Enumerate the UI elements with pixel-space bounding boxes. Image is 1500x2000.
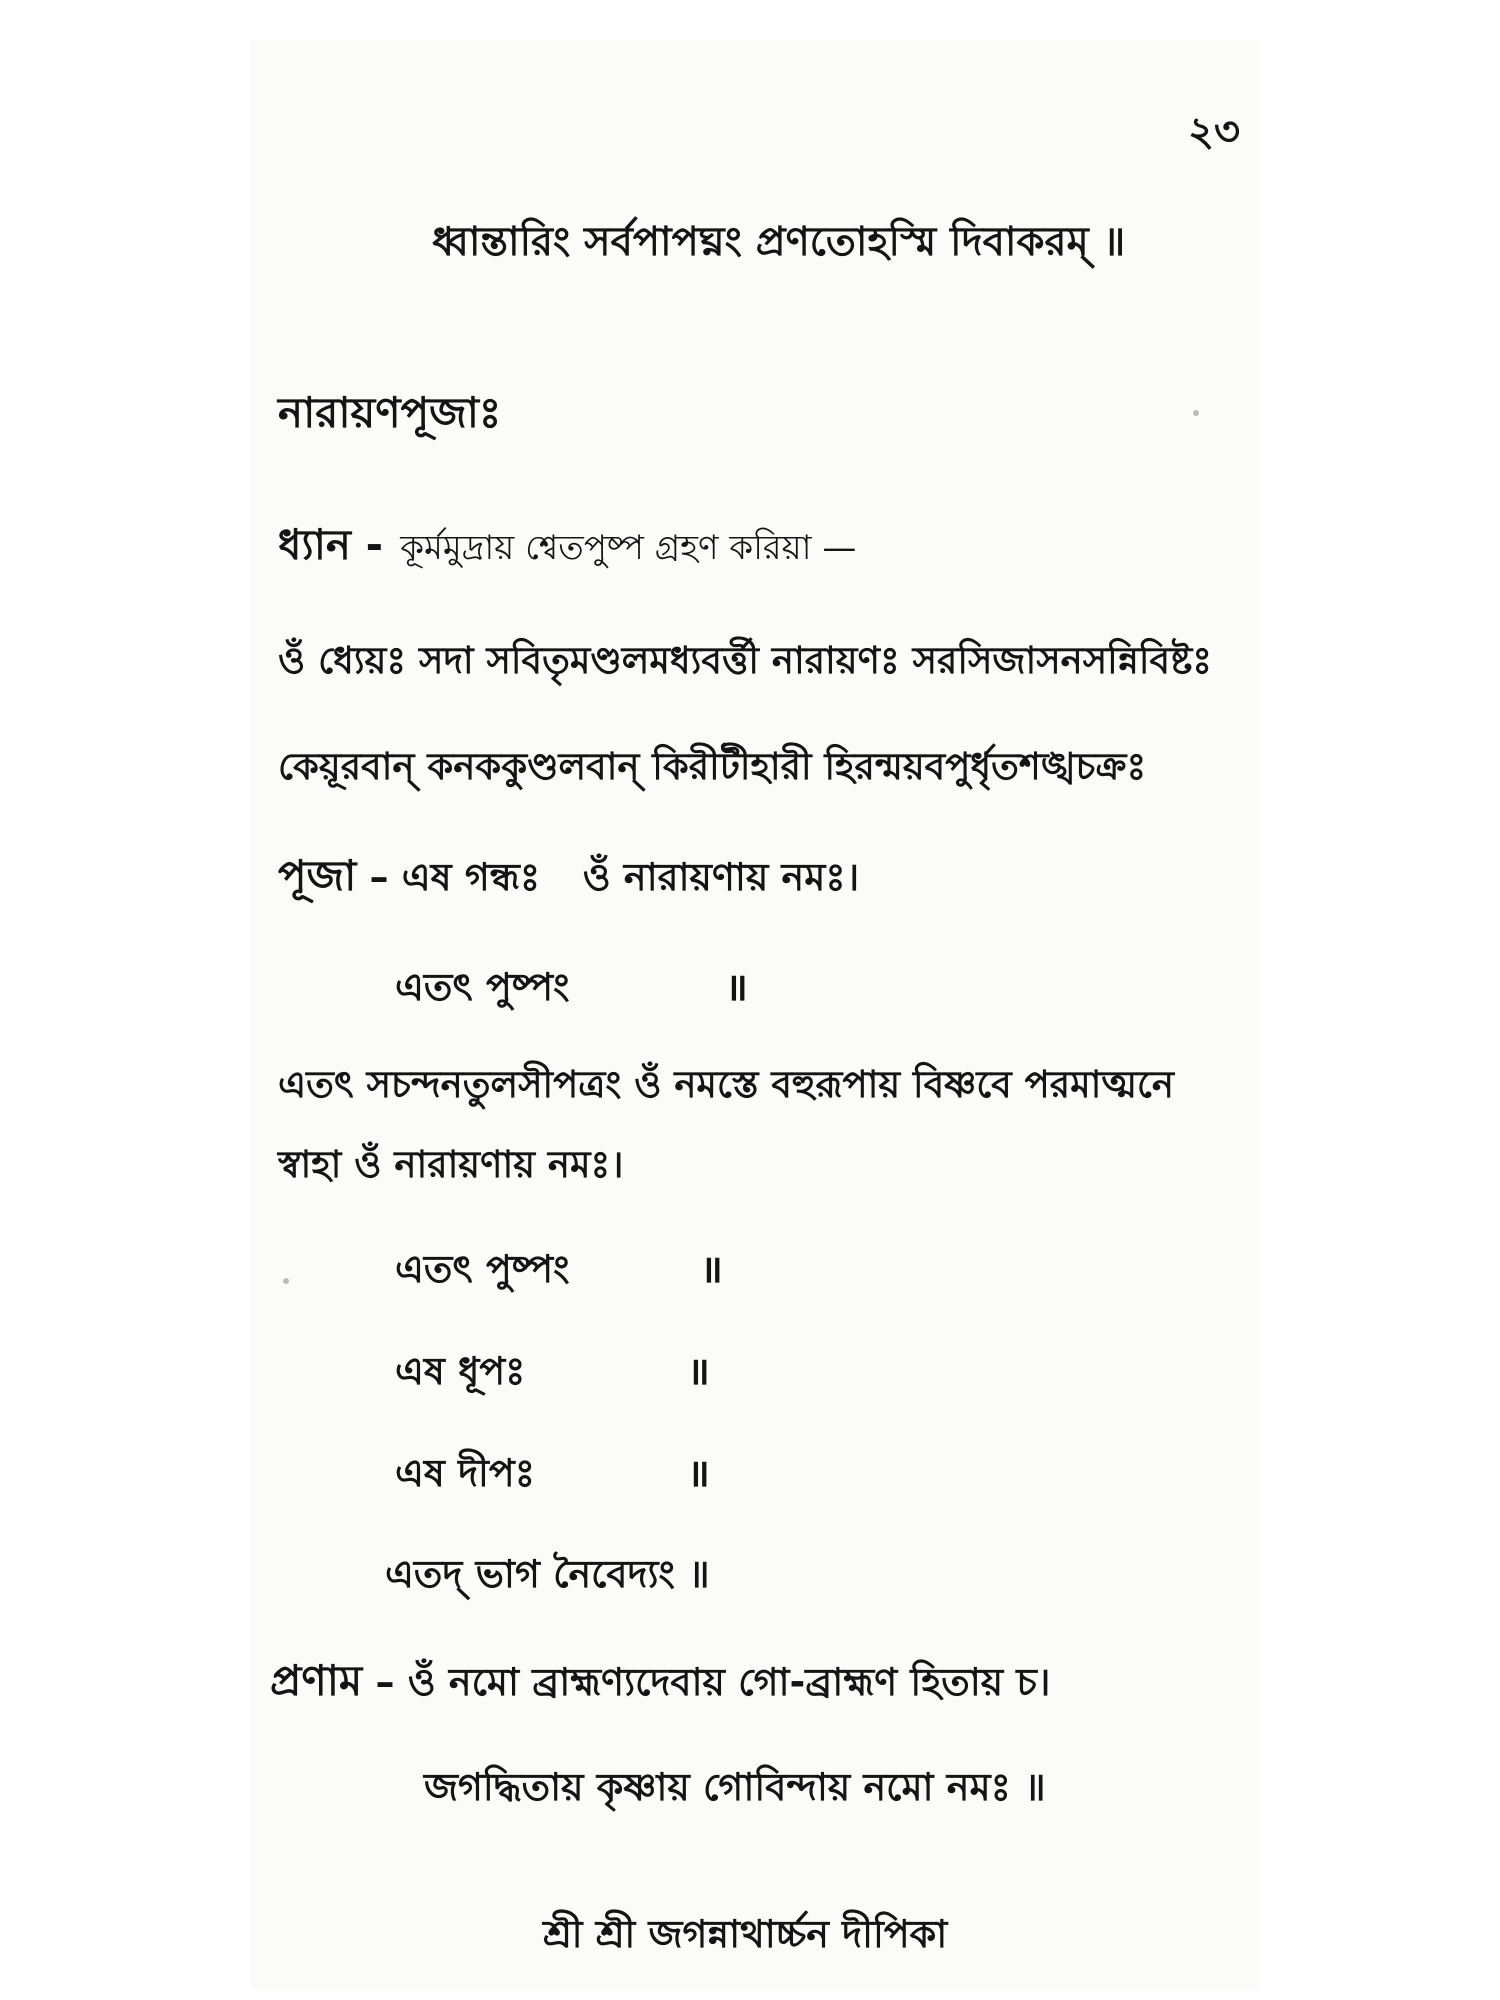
offering-row xyxy=(395,1247,723,1291)
pranam-line-2: জগদ্ধিতায় কৃষ্ণায় গোবিন্দায় নমো নমঃ ॥ xyxy=(424,1765,1046,1809)
double-danda-mark: ॥ xyxy=(700,1247,723,1291)
offering-row xyxy=(395,965,748,1009)
puja-mantra: ওঁ নারায়ণায় নমঃ। xyxy=(582,855,860,899)
paper-speck xyxy=(283,1278,289,1284)
offering-item: এতৎ পুষ্পং xyxy=(395,1247,570,1291)
pranam-line-1 xyxy=(270,1656,1051,1705)
offering-item: এতৎ পুষ্পং xyxy=(395,965,570,1009)
double-danda-mark: ॥ xyxy=(687,1451,710,1495)
puja-gandha: – এষ গন্ধঃ xyxy=(369,855,541,899)
title-verse-line: ধ্বান্তারিং সর্বপাপঘ্নং প্রণতোহস্মি দিবাকরম্ ॥ xyxy=(432,219,1126,265)
puja-label: পূজা xyxy=(278,851,357,900)
offering-row xyxy=(395,1451,710,1495)
dhyana-line xyxy=(278,520,857,569)
dhyana-label: ধ্যান - xyxy=(278,520,384,569)
pranam-label: প্রণাম xyxy=(270,1656,363,1705)
offering-row xyxy=(395,1349,710,1393)
puja-line xyxy=(278,851,860,900)
double-danda-mark: ॥ xyxy=(687,1349,710,1393)
pranam-mantra-1: – ওঁ নমো ব্রাহ্মণ্যদেবায় গো-ব্রাহ্মণ হিতায় চ। xyxy=(375,1660,1051,1704)
paper-speck xyxy=(1193,410,1199,416)
dhyana-mantra-line-2: কেয়ূরবান্ কনককুণ্ডলবান্ কিরীটীহারী হিরন্ময়বপুর্ধৃতশঙ্খচক্রঃ xyxy=(278,745,1147,788)
naivedya-line: এতদ্ ভাগ নৈবেদ্যং ॥ xyxy=(385,1552,710,1596)
dhyana-instruction: কূর্মমুদ্রায় শ্বেতপুষ্প গ্রহণ করিয়া — xyxy=(400,528,857,568)
double-danda-mark: ॥ xyxy=(725,965,748,1009)
section-heading: নারায়ণপূজাঃ xyxy=(278,388,502,437)
offering-item: এষ ধূপঃ xyxy=(395,1349,526,1393)
book-title-footer: শ্রী শ্রী জগন্নাথার্চ্চন দীপিকা xyxy=(543,1912,948,1956)
tulsi-mantra-line-2: স্বাহা ওঁ নারায়ণায় নমঃ। xyxy=(278,1143,624,1186)
offering-item: এষ দীপঃ xyxy=(395,1451,535,1495)
page-number: ২৩ xyxy=(1188,109,1241,155)
dhyana-mantra-line-1: ওঁ ধ্যেয়ঃ সদা সবিতৃমণ্ডলমধ্যবর্ত্তী নারায়ণঃ সরসিজাসনসন্নিবিষ্টঃ xyxy=(278,639,1212,682)
tulsi-mantra-line-1: এতৎ সচন্দনতুলসীপত্রং ওঁ নমস্তে বহুরূপায় বিষ্ণবে পরমাত্মনে xyxy=(278,1063,1175,1106)
